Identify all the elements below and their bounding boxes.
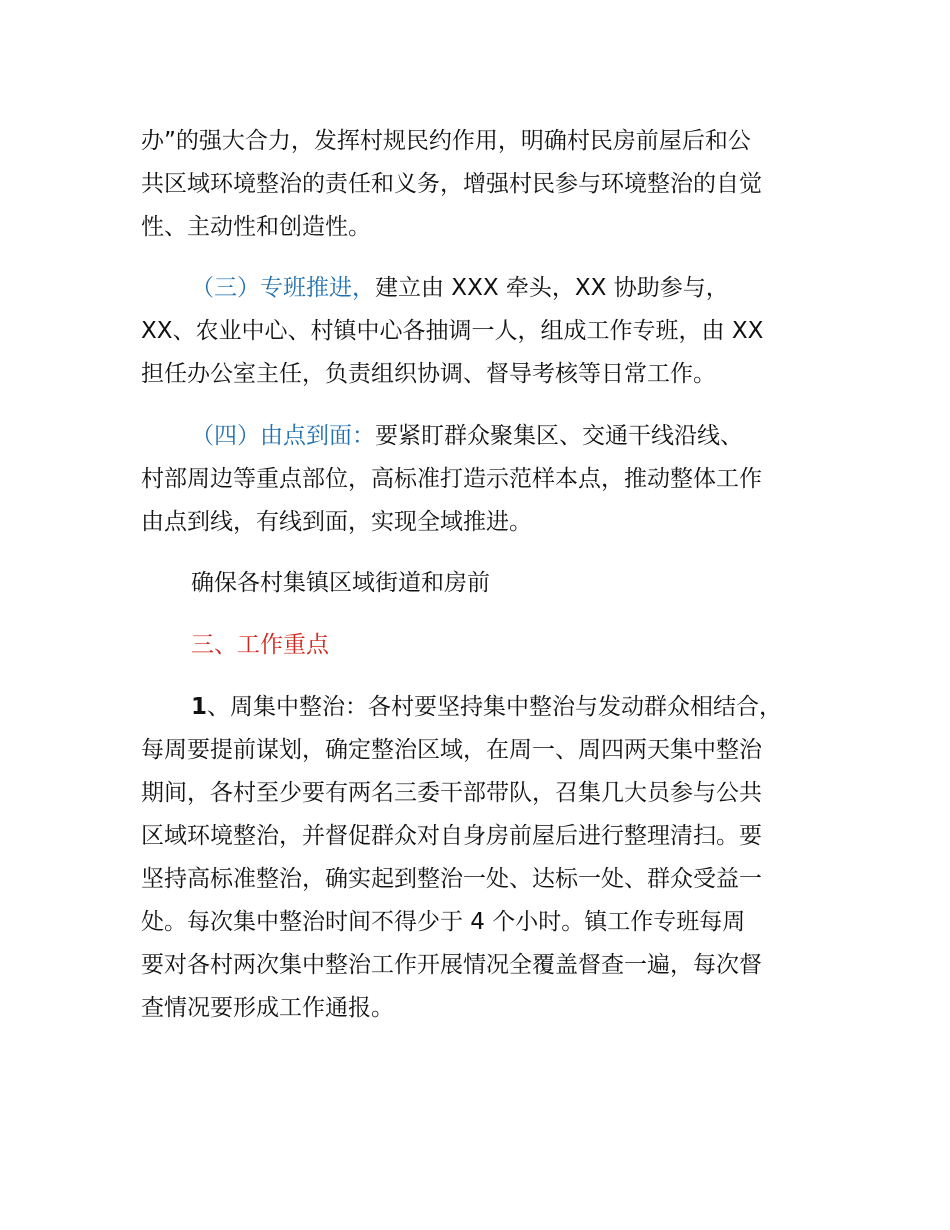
paragraph-line: 坚持高标准整治，确实起到整治一处、达标一处、群众受益一 <box>141 866 762 892</box>
subheading-zhuanban: （三）专班推进， <box>191 275 375 301</box>
paragraph-3 <box>141 415 831 544</box>
item-number: 1 <box>191 694 208 720</box>
paragraph-2 <box>141 267 831 396</box>
paragraph-first-line <box>141 267 831 310</box>
paragraph-text: 要紧盯群众聚集区、交通干线沿线、 <box>375 423 743 449</box>
paragraph-line: 确保各村集镇区域街道和房前 <box>191 570 490 596</box>
paragraph-line: 担任办公室主任，负责组织协调、督导考核等日常工作。 <box>141 361 716 387</box>
paragraph-text: 、周集中整治：各村要坚持集中整治与发动群众相结合， <box>207 694 783 720</box>
paragraph-line: 办”的强大合力，发挥村规民约作用，明确村民房前屋后和公 <box>141 128 751 154</box>
paragraph-4 <box>141 562 831 605</box>
paragraph-line: 性、主动性和创造性。 <box>141 214 371 240</box>
paragraph-line: 由点到线，有线到面，实现全域推进。 <box>141 509 532 535</box>
paragraph-first-line <box>141 686 831 729</box>
section-heading-text: 三、工作重点 <box>191 632 329 658</box>
paragraph-line: 共区域环境整治的责任和义务，增强村民参与环境整治的自觉 <box>141 171 762 197</box>
paragraph-line: 要对各村两次集中整治工作开展情况全覆盖督查一遍，每次督 <box>141 952 762 978</box>
paragraph-first-line <box>141 415 831 458</box>
paragraph-line: 期间，各村至少要有两名三委干部带队，召集几大员参与公共 <box>141 780 762 806</box>
section-heading <box>141 624 831 667</box>
paragraph-line: 区域环境整治，并督促群众对自身房前屋后进行整理清扫。要 <box>141 823 762 849</box>
subheading-youdiandaomian: （四）由点到面： <box>191 423 375 449</box>
paragraph-line: 村部周边等重点部位，高标准打造示范样本点，推动整体工作 <box>141 466 762 492</box>
paragraph-line: 每周要提前谋划，确定整治区域，在周一、周四两天集中整治 <box>141 737 762 763</box>
paragraph-1 <box>141 120 831 249</box>
paragraph-line: XX、农业中心、村镇中心各抽调一人，组成工作专班，由 XX <box>141 318 764 344</box>
paragraph-5 <box>141 686 831 1030</box>
paragraph-line: 处。每次集中整治时间不得少于 4 个小时。镇工作专班每周 <box>141 909 746 935</box>
paragraph-line: 查情况要形成工作通报。 <box>141 995 394 1021</box>
paragraph-text: 建立由 XXX 牵头，XX 协助参与， <box>375 275 729 301</box>
